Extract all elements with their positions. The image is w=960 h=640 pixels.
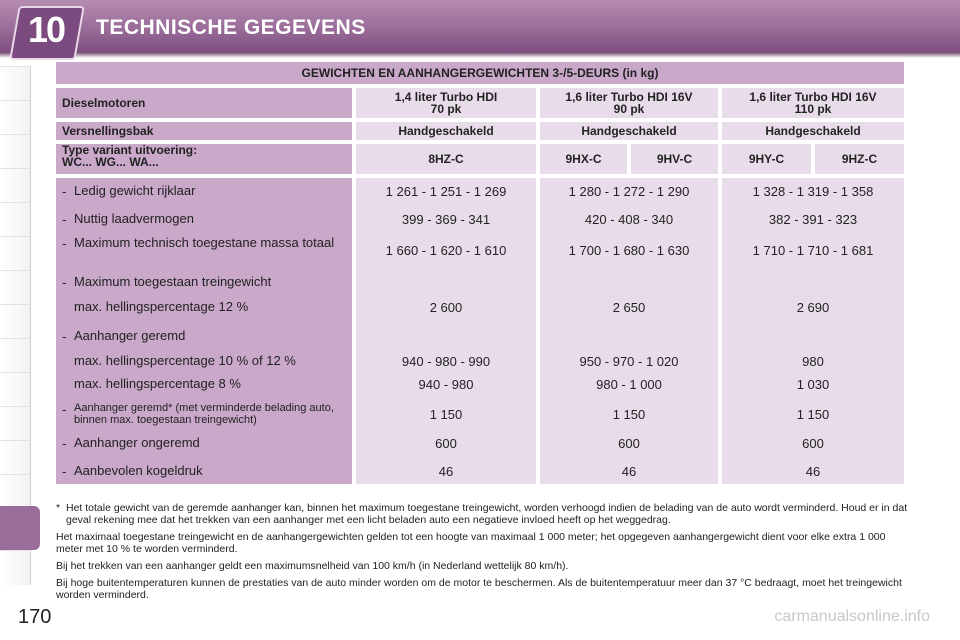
engine-power: 110 pk [794,102,832,116]
row-label-text: Nuttig laadvermogen [74,211,194,226]
row-value: 1 710 - 1 710 - 1 681 [752,243,874,258]
table-row [56,329,904,347]
row-value: 1 150 [796,407,830,422]
chapter-tab[interactable] [0,372,31,407]
row-label-text: Aanhanger ongeremd [74,435,200,450]
variant-label-line: Type variant uitvoering: [62,143,198,157]
row-value: 46 [621,464,637,479]
row-label-text: Aanhanger geremd [74,328,186,343]
table-row [56,275,904,293]
row-value: 1 660 - 1 620 - 1 610 [385,243,507,258]
chapter-tab[interactable] [0,236,31,271]
row-value: 1 261 - 1 251 - 1 269 [385,184,507,199]
engine-power: 70 pk [430,102,462,116]
engine-header [356,88,536,118]
footnote-text: Het totale gewicht van de geremde aanhanger kan, binnen het maximum toegestane treingewicht, worden verhoogd indien de belading van de auto wordt verminderd. Houd er in dat geval rekening mee dat het trekken van een aanhanger met een licht beladen auto een negatieve invloed heeft op het weggedrag. [66,502,908,526]
row-value: 2 600 [429,300,463,315]
chapter-tab[interactable] [0,550,31,585]
note-paragraph: Het maximaal toegestane treingewicht en de aanhangergewichten gelden tot een hoogte van maximaal 1 000 meter; het opgegeven aanhangergewicht dient voor elke extra 1 000 meter met 10 % te worden verminderd. [56,531,886,555]
row-value: 980 [802,354,824,369]
variant-code: 9HY-C [722,144,811,174]
row-value: 1 328 - 1 319 - 1 358 [752,184,874,199]
row-bullet: - [62,184,67,199]
engine-name: 1,4 liter Turbo HDI [394,90,498,104]
chapter-tab[interactable] [0,440,31,475]
chapter-tab-active[interactable] [0,506,40,550]
table-row [56,300,904,318]
row-value: 420 - 408 - 340 [584,212,674,227]
table-row [56,184,904,202]
watermark: carmanualsonline.info [774,608,930,625]
gearbox-value: Handgeschakeld [540,122,718,140]
note-paragraph: Bij hoge buitentemperaturen kunnen de prestaties van de auto minder worden om de motor te beschermen. Als de buitentemperatuur meer dan 37 °C bedraagt, moet het treingewicht worden verminderd. [56,577,902,601]
row-value: 382 - 391 - 323 [768,212,858,227]
gearbox-value: Handgeschakeld [722,122,904,140]
row-value: 1 150 [429,407,463,422]
row-value: 46 [805,464,821,479]
note-paragraph: Bij het trekken van een aanhanger geldt een maximumsnelheid van 100 km/h (in Nederland wettelijk 80 km/h). [56,560,569,572]
engine-name: 1,6 liter Turbo HDI 16V [565,90,693,104]
footnote-marker: * [56,502,61,514]
row-label-text: Ledig gewicht rijklaar [74,183,196,198]
row-bullet: - [62,402,67,417]
row-bullet: - [62,236,67,251]
row-value: 2 650 [612,300,646,315]
engine-header [722,88,904,118]
row-label-text: Maximum toegestaan treingewicht [74,274,272,289]
row-value: 1 700 - 1 680 - 1 630 [568,243,690,258]
page-number: 170 [18,606,52,628]
row-value: 940 - 980 - 990 [401,354,491,369]
gearbox-label: Versnellingsbak [56,122,352,140]
row-value: 2 690 [796,300,830,315]
engine-header [540,88,718,118]
row-label-text: max. hellingspercentage 12 % [74,299,249,314]
chapter-tab[interactable] [0,474,31,509]
row-bullet: - [62,329,67,344]
row-label-text: max. hellingspercentage 8 % [74,376,241,391]
chapter-tabs [0,66,32,586]
row-bullet: - [62,464,67,479]
chapter-tab[interactable] [0,406,31,441]
chapter-number: 10 [27,9,65,50]
row-bullet: - [62,212,67,227]
gearbox-value: Handgeschakeld [356,122,536,140]
chapter-tab[interactable] [0,134,31,169]
chapter-tab[interactable] [0,168,31,203]
row-bullet: - [62,436,67,451]
row-value: 1 030 [796,377,830,392]
chapter-tab[interactable] [0,202,31,237]
table-row [56,236,904,266]
row-value: 600 [618,436,640,451]
engine-name: 1,6 liter Turbo HDI 16V [749,90,877,104]
header-shadow [0,52,960,58]
chapter-tab[interactable] [0,270,31,305]
row-value: 600 [802,436,824,451]
table-row [56,464,904,482]
table-row [56,436,904,454]
page-title: TECHNISCHE GEGEVENS [96,16,366,39]
row-value: 980 - 1 000 [596,377,662,392]
row-label-text: max. hellingspercentage 10 % of 12 % [74,353,296,368]
row-value: 399 - 369 - 341 [401,212,491,227]
table-row [56,377,904,395]
row-bullet: - [62,275,67,290]
footnote [56,502,908,526]
row-value: 600 [435,436,457,451]
table-row [56,402,904,430]
row-value: 940 - 980 [418,377,474,392]
table-row [56,354,904,372]
chapter-tab[interactable] [0,100,31,135]
row-label-text: Aanbevolen kogeldruk [74,463,203,478]
variant-label-line: WC... WG... WA... [62,155,159,169]
variant-code: 9HX-C [540,144,627,174]
chapter-tab[interactable] [0,304,31,339]
table-title: GEWICHTEN EN AANHANGERGEWICHTEN 3-/5-DEURS (in kg) [56,62,904,84]
row-value: 1 280 - 1 272 - 1 290 [568,184,690,199]
notes-section [56,502,908,606]
row-value: 1 150 [612,407,646,422]
row-value: 46 [438,464,454,479]
row-label-text: Aanhanger geremd* (met verminderde belading auto, binnen max. toegestaan treingewicht) [74,402,334,426]
chapter-tab[interactable] [0,66,31,101]
variant-label [56,144,352,174]
variant-code: 9HV-C [631,144,718,174]
row-value: 950 - 970 - 1 020 [579,354,679,369]
variant-code: 9HZ-C [815,144,904,174]
row-label-text: Maximum technisch toegestane massa totaal [74,235,335,250]
chapter-tab[interactable] [0,338,31,373]
table-row [56,212,904,230]
variant-code: 8HZ-C [356,144,536,174]
engine-power: 90 pk [613,102,645,116]
engines-label: Dieselmotoren [56,88,352,118]
